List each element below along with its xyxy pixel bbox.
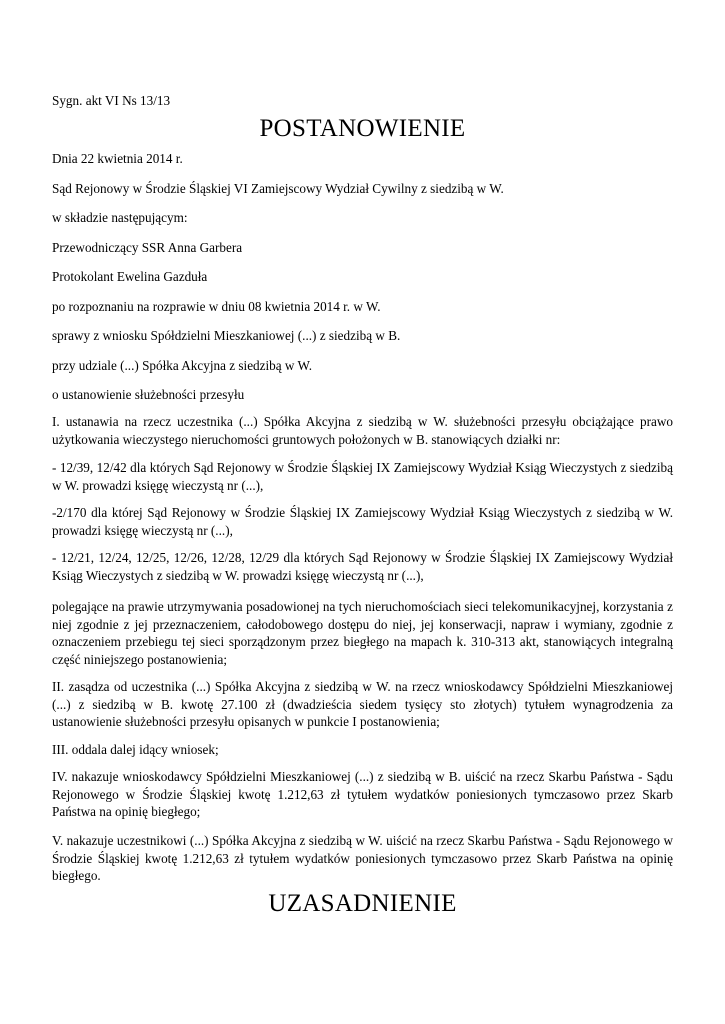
composition-intro: w składzie następującym: — [52, 210, 188, 225]
applicant: sprawy z wniosku Spółdzielni Mieszkaniowej (...) z siedzibą w B. — [52, 328, 401, 343]
case-subject: o ustanowienie służebności przesyłu — [52, 387, 245, 402]
hearing-info: po rozpoznaniu na rozprawie w dniu 08 kwietnia 2014 r. w W. — [52, 299, 381, 314]
ruling-point-4: IV. nakazuje wnioskodawcy Spółdzielni Mieszkaniowej (...) z siedzibą w B. uiścić na rzecz Skarbu Państwa - Sądu Rejonowego w Środzie Śląskiej kwotę 1.212,63 zł tytułem wydatków poniesionych tymczasowo przez Skarb Państwa na opinię biegłego; — [52, 769, 673, 819]
ruling-point-5: V. nakazuje uczestnikowi (...) Spółka Akcyjna z siedzibą w W. uiścić na rzecz Skarbu Państwa - Sądu Rejonowego w Środzie Śląskiej kwotę 1.212,63 zł tytułem wydatków poniesionych tymczasowo przez Skarb Państwa na opinię biegłego. — [52, 833, 673, 883]
document-title: POSTANOWIENIE — [259, 115, 466, 142]
ruling-point-3: III. oddala dalej idący wniosek; — [52, 742, 219, 757]
justification-title: UZASADNIENIE — [268, 890, 457, 917]
ruling-point-2: II. zasądza od uczestnika (...) Spółka Akcyjna z siedzibą w W. na rzecz wnioskodawcy Spółdzielni Mieszkaniowej (...) z siedzibą w B. kwotę 27.100 zł (dwadzieścia siedem tysięcy sto złotych) tytułem wynagrodzenia za ustanowienie służebności przesyłu opisanych w punkcie I postanowienia; — [52, 679, 673, 729]
court-name: Sąd Rejonowy w Środzie Śląskiej VI Zamiejscowy Wydział Cywilny z siedzibą w W. — [52, 181, 504, 196]
case-reference: Sygn. akt VI Ns 13/13 — [52, 93, 171, 108]
presiding-judge: Przewodniczący SSR Anna Garbera — [52, 240, 243, 255]
easement-scope: polegające na prawie utrzymywania posadowionej na tych nieruchomościach sieci telekomunikacyjnej, korzystania z niej zgodnie z jej przeznaczeniem, całodobowego dostępu do niej, jej konserwacji, napraw i wymiany, zgodnie z oznaczeniem przebiegu tej sieci sporządzonym przez biegłego na mapach k. 310-313 akt, stanowiących integralną część niniejszego postanowienia; — [52, 599, 673, 667]
ruling-point-1: I. ustanawia na rzecz uczestnika (...) Spółka Akcyjna z siedzibą w W. służebności przesyłu obciążające prawo użytkowania wieczystego nieruchomości gruntowych położonych w B. stanowiących działki nr: — [52, 414, 673, 447]
participant: przy udziale (...) Spółka Akcyjna z siedzibą w W. — [52, 358, 313, 373]
land-plot-2: -2/170 dla której Sąd Rejonowy w Środzie Śląskiej IX Zamiejscowy Wydział Ksiąg Wieczystych z siedzibą w W. prowadzi księgę wieczystą nr (...), — [52, 505, 673, 538]
decision-date: Dnia 22 kwietnia 2014 r. — [52, 151, 183, 166]
land-plot-3: - 12/21, 12/24, 12/25, 12/26, 12/28, 12/29 dla których Sąd Rejonowy w Środzie Śląskiej IX Zamiejscowy Wydział Ksiąg Wieczystych z siedzibą w W. prowadzi księgę wieczystą nr (...), — [52, 550, 673, 583]
court-clerk: Protokolant Ewelina Gazduła — [52, 269, 208, 284]
land-plot-1: - 12/39, 12/42 dla których Sąd Rejonowy w Środzie Śląskiej IX Zamiejscowy Wydział Ksiąg Wieczystych z siedzibą w W. prowadzi księgę wieczystą nr (...), — [52, 460, 673, 493]
